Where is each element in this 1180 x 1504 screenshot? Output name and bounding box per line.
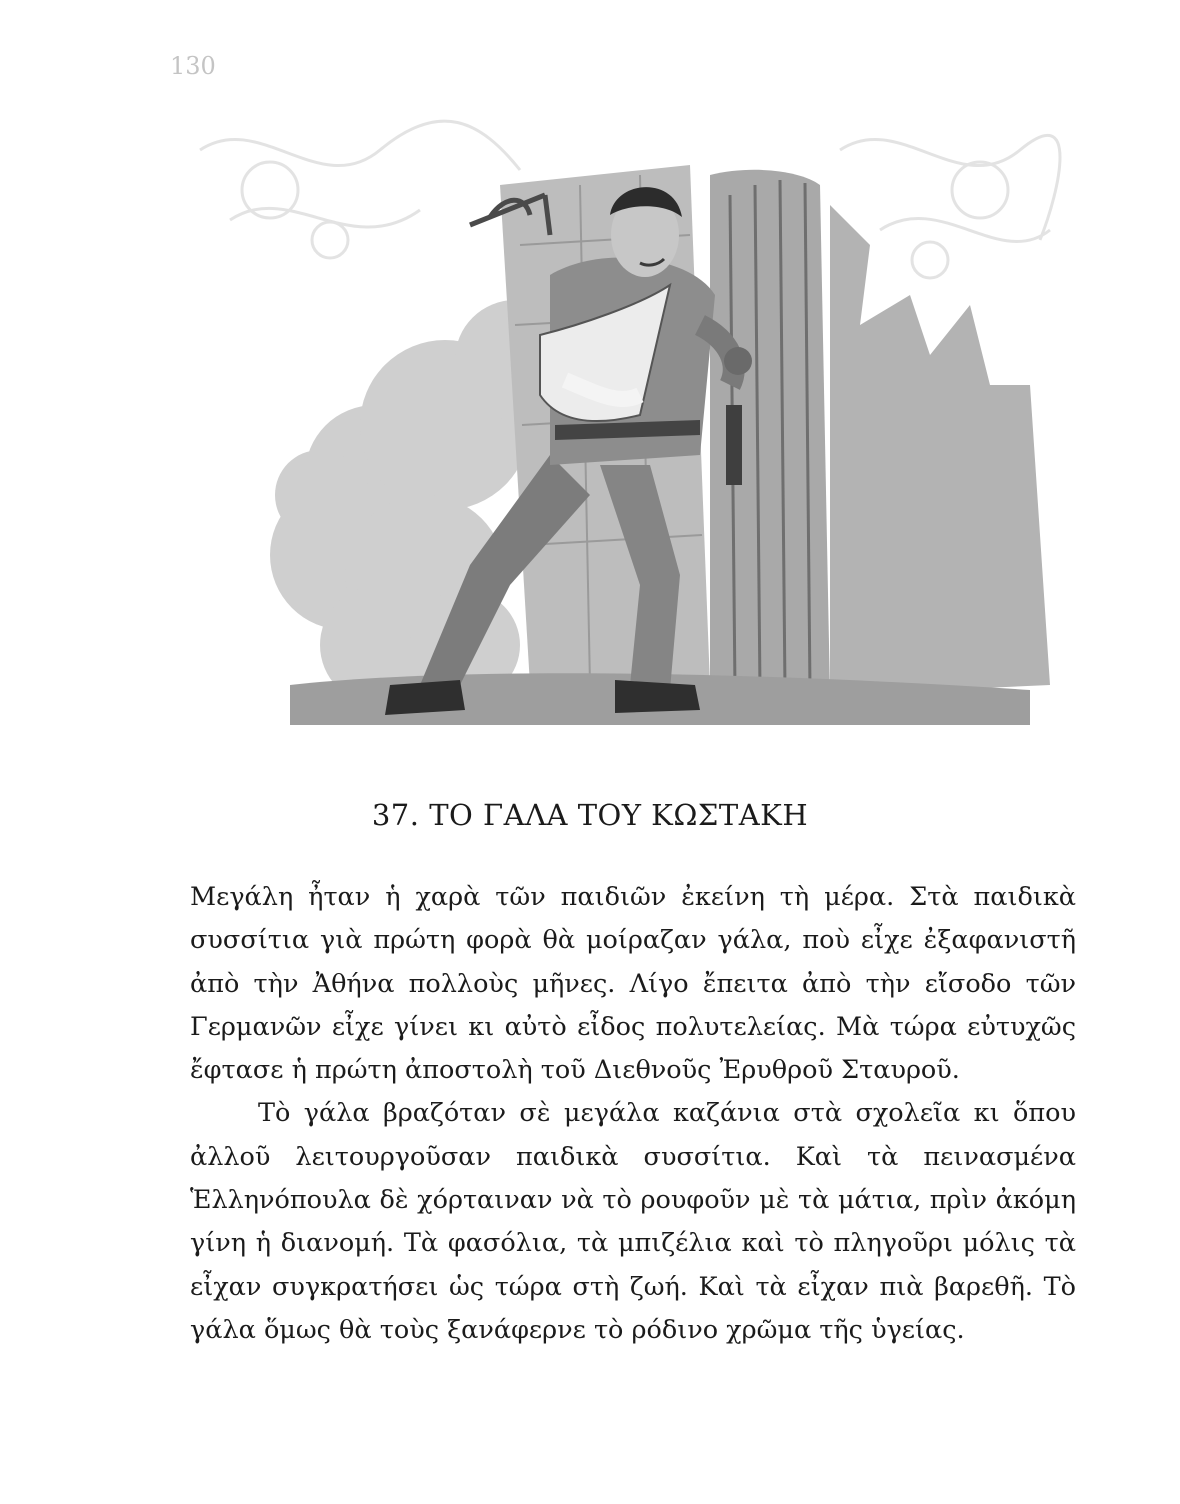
- paragraph: Τὸ γάλα βραζόταν σὲ μεγάλα καζάνια στὰ σχολεῖα κι ὅπου ἀλλοῦ λειτουργοῦσαν παιδικὰ συσσίτια. Καὶ τὰ πεινασμένα Ἑλληνόπουλα δὲ χόρταιναν νὰ τὸ ρουφοῦν μὲ τὰ μάτια, πρὶν ἀκόμη γίνη ἡ διανομή. Τὰ φασόλια, τὰ μπιζέλια καὶ τὸ πληγοῦρι μόλις τὰ εἶχαν συγκρατήσει ὡς τώρα στὴ ζωή. Καὶ τὰ εἶχαν πιὰ βαρεθῆ. Τὸ γάλα ὅμως θὰ τοὺς ξανάφερνε τὸ ρόδινο χρῶμα τῆς ὑγείας.: [190, 1098, 1076, 1345]
- paragraph: Μεγάλη ἦταν ἡ χαρὰ τῶν παιδιῶν ἐκείνη τὴ μέρα. Στὰ παιδικὰ συσσίτια γιὰ πρώτη φορὰ θὰ μοίραζαν γάλα, ποὺ εἶχε ἐξαφανιστῆ ἀπὸ τὴν Ἀθήνα πολλοὺς μῆνες. Λίγο ἔπειτα ἀπὸ τὴν εἴσοδο τῶν Γερμανῶν εἶχε γίνει κι αὐτὸ εἶδος πολυτελείας. Μὰ τώρα εὐτυχῶς ἔφτασε ἡ πρώτη ἀποστολὴ τοῦ Διεθνοῦς Ἐρυθροῦ Σταυροῦ.: [190, 882, 1076, 1086]
- body-text: [190, 876, 1076, 1352]
- chapter-title: 37. ΤΟ ΓΑΛΑ ΤΟΥ ΚΩΣΤΑΚΗ: [371, 798, 809, 832]
- story-illustration: [170, 125, 1050, 735]
- rock-landscape: [830, 205, 1050, 695]
- page-number: 130: [170, 52, 216, 80]
